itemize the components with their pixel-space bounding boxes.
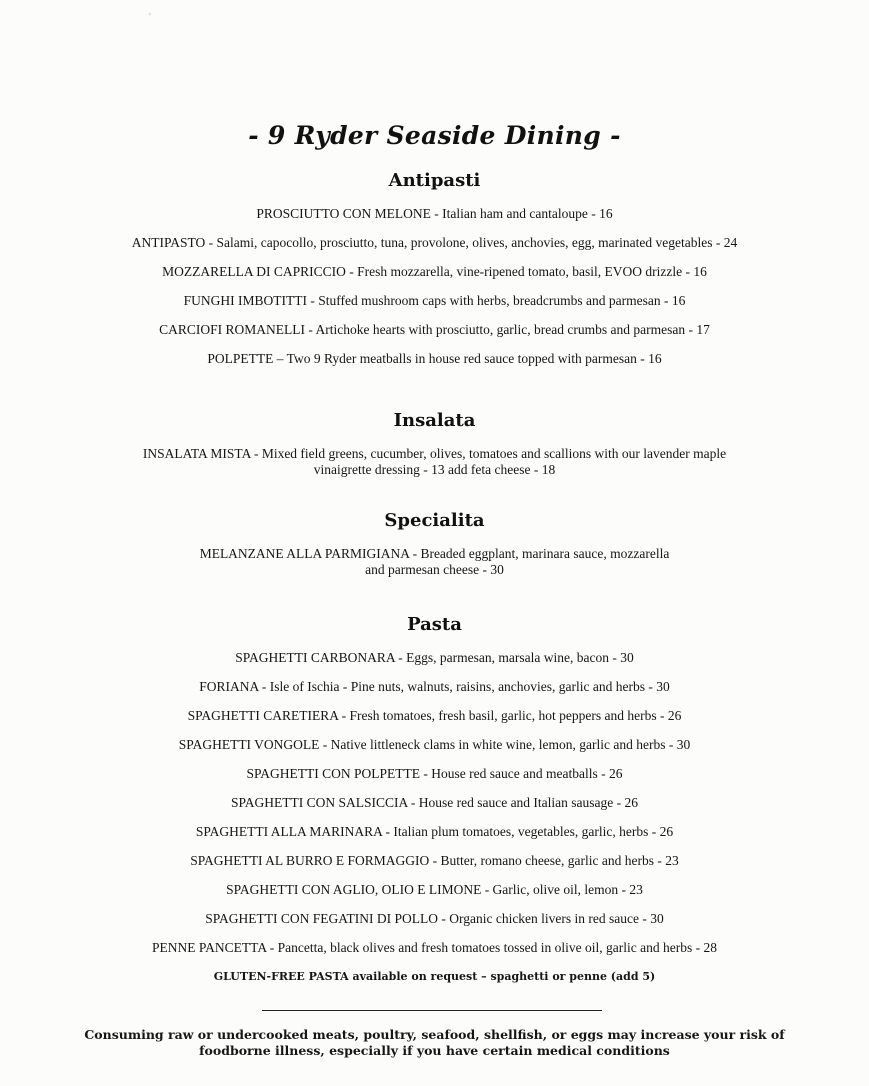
menu-item: POLPETTE – Two 9 Ryder meatballs in house red sauce topped with parmesan - 16	[207, 351, 662, 366]
menu-item: MOZZARELLA DI CAPRICCIO - Fresh mozzarella, vine-ripened tomato, basil, EVOO drizzle - 16	[162, 264, 707, 279]
menu-item: PENNE PANCETTA - Pancetta, black olives and fresh tomatoes tossed in olive oil, garlic and herbs - 28	[152, 940, 717, 955]
menu-item: SPAGHETTI AL BURRO E FORMAGGIO - Butter, romano cheese, garlic and herbs - 23	[190, 853, 679, 868]
section-heading-specialita: Specialita	[384, 510, 485, 531]
menu-item: SPAGHETTI CARBONARA - Eggs, parmesan, marsala wine, bacon - 30	[235, 650, 634, 665]
menu-item: SPAGHETTI CON AGLIO, OLIO E LIMONE - Garlic, olive oil, lemon - 23	[226, 882, 643, 897]
section-heading-antipasti: Antipasti	[388, 170, 481, 191]
menu-item: CARCIOFI ROMANELLI - Artichoke hearts with prosciutto, garlic, bread crumbs and parmesan - 17	[159, 322, 710, 337]
health-warning-line-1: Consuming raw or undercooked meats, poultry, seafood, shellfish, or eggs may increase your risk of	[84, 1027, 785, 1042]
menu-item: PROSCIUTTO CON MELONE - Italian ham and cantaloupe - 16	[256, 206, 613, 221]
menu-item: FORIANA - Isle of Ischia - Pine nuts, walnuts, raisins, anchovies, garlic and herbs - 30	[199, 679, 670, 694]
section-heading-insalata: Insalata	[393, 410, 476, 431]
menu-item: SPAGHETTI CARETIERA - Fresh tomatoes, fresh basil, garlic, hot peppers and herbs - 26	[187, 708, 682, 723]
divider-rule	[262, 1010, 602, 1011]
menu-item-line: MELANZANE ALLA PARMIGIANA - Breaded eggplant, marinara sauce, mozzarella	[199, 546, 670, 561]
menu-item: FUNGHI IMBOTITTI - Stuffed mushroom caps with herbs, breadcrumbs and parmesan - 16	[183, 293, 686, 308]
menu-item: SPAGHETTI ALLA MARINARA - Italian plum tomatoes, vegetables, garlic, herbs - 26	[195, 824, 674, 839]
menu-item-line: and parmesan cheese - 30	[365, 562, 504, 577]
health-warning	[60, 1027, 809, 1059]
menu-item: ANTIPASTO - Salami, capocollo, prosciutto, tuna, provolone, olives, anchovies, egg, marinated vegetables - 24	[131, 235, 738, 250]
menu-item: SPAGHETTI CON POLPETTE - House red sauce and meatballs - 26	[246, 766, 623, 781]
scan-speck: ﾞ	[148, 13, 154, 25]
menu-item-line: vinaigrette dressing - 13 add feta cheese - 18	[313, 462, 556, 477]
menu-item: SPAGHETTI CON FEGATINI DI POLLO - Organic chicken livers in red sauce - 30	[205, 911, 664, 926]
health-warning-line-2: foodborne illness, especially if you have certain medical conditions	[199, 1043, 670, 1058]
menu-title: - 9 Ryder Seaside Dining -	[248, 121, 621, 150]
menu-item: SPAGHETTI VONGOLE - Native littleneck clams in white wine, lemon, garlic and herbs - 30	[178, 737, 691, 752]
gluten-free-note: GLUTEN-FREE PASTA available on request – spaghetti or penne (add 5)	[213, 970, 656, 983]
section-heading-pasta: Pasta	[407, 614, 462, 635]
menu-item: SPAGHETTI CON SALSICCIA - House red sauce and Italian sausage - 26	[230, 795, 639, 810]
menu-item-line: INSALATA MISTA - Mixed field greens, cucumber, olives, tomatoes and scallions with our lavender maple	[142, 446, 727, 461]
